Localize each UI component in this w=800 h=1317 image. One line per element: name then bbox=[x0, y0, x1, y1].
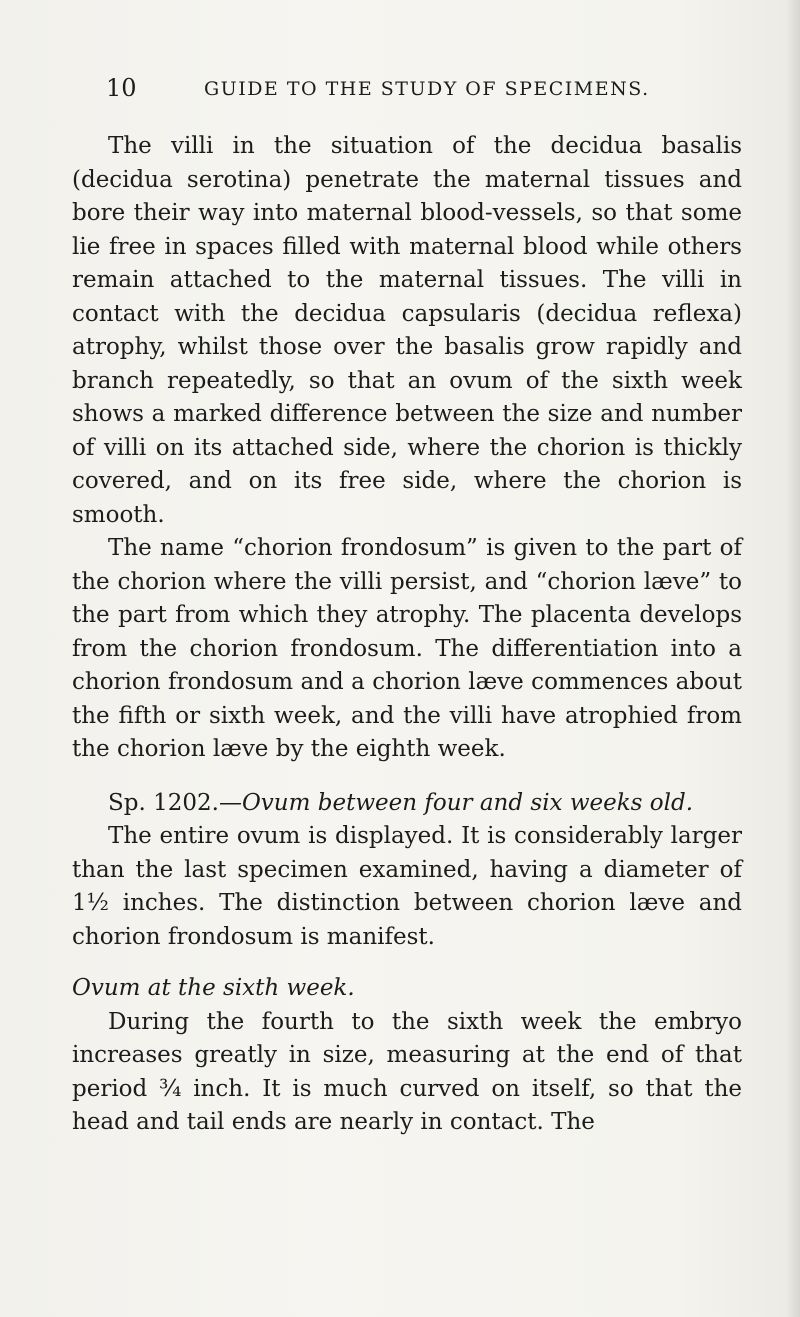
section-text: During the fourth to the sixth week the embryo increases greatly in size, measuring at the end of that period ¾ inch. It is much curved on itself, so that the head and tail ends are nearly in contact. The bbox=[72, 1008, 742, 1135]
specimen-label: Sp. 1202.— bbox=[108, 789, 242, 816]
page-number: 10 bbox=[106, 74, 137, 102]
paragraph-villi: The villi in the situation of the decidua basalis (decidua serotina) penetrate the maternal tissues and bore their way into maternal blood-vessels, so that some lie free in spaces filled with maternal blood while others remain attached to the maternal tissues. The villi in contact with the decidua capsularis (decidua reflexa) atrophy, whilst those over the basalis grow rapidly and branch repeatedly, so that an ovum of the sixth week shows a marked difference between the size and number of villi on its attached side, where the chorion is thickly covered, and on its free side, where the chorion is smooth. bbox=[72, 133, 742, 528]
section-heading: Ovum at the sixth week. bbox=[72, 975, 355, 1001]
paragraph-chorion-names: The name “chorion frondosum” is given to the part of the chorion where the villi persist, and “chorion læve” to the part from which they atrophy. The placenta develops from the chorion frondosum. The differentiation into a chorion frondosum and a chorion læve commences about the fifth or sixth week, and the villi have atrophied from the chorion læve by the eighth week. bbox=[72, 535, 742, 762]
specimen-description: The entire ovum is displayed. It is considerably larger than the last specimen examined, having a diameter of 1½ inches. The distinction between chorion læve and chorion frondosum is manifest. bbox=[72, 823, 742, 950]
page-header bbox=[106, 74, 746, 114]
page-edge-shadow bbox=[786, 0, 800, 1317]
specimen-heading bbox=[72, 787, 742, 821]
specimen-title: Ovum between four and six weeks old. bbox=[241, 789, 694, 816]
body-text bbox=[72, 130, 742, 1140]
running-title: GUIDE TO THE STUDY OF SPECIMENS. bbox=[204, 78, 650, 100]
